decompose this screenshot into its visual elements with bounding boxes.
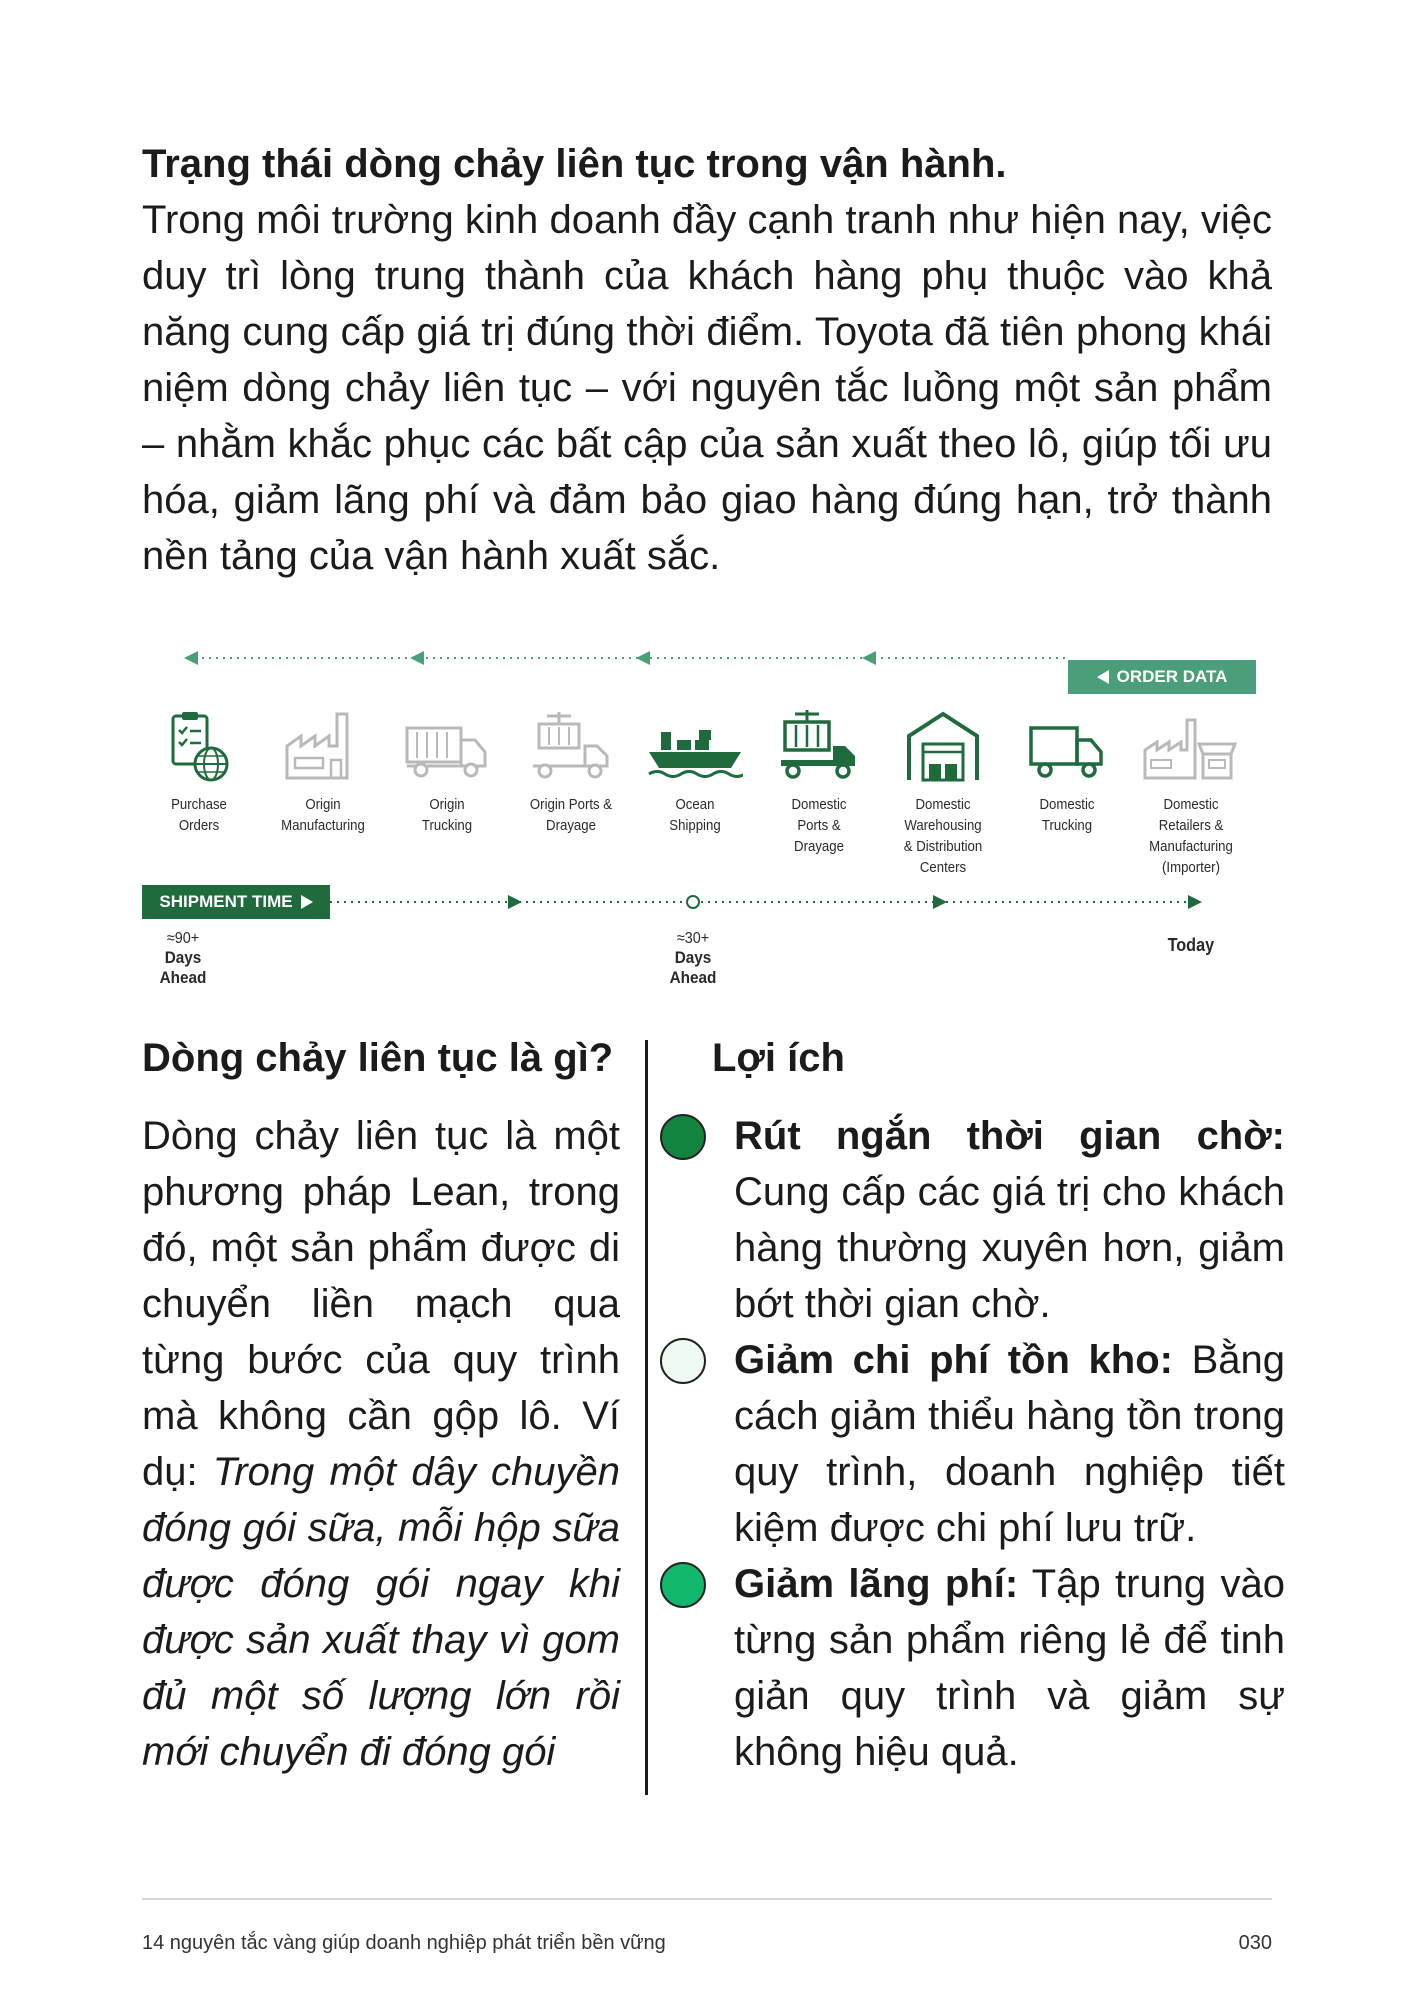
order-data-badge (1068, 660, 1256, 694)
stage-origin-manufacturing (264, 710, 382, 836)
benefit-text: Bằng cách giảm thiểu hàng tồn trong quy trình, doanh nghiệp tiết kiệm được chi phí lưu trữ. (734, 1338, 1285, 1550)
right-heading: Lợi ích (712, 1036, 845, 1080)
benefit-item (660, 1108, 1285, 1332)
cargo-ship-icon (647, 710, 743, 782)
stage-domestic-warehousing (884, 710, 1002, 878)
left-text-italic: Trong một dây chuyền đóng gói sữa, mỗi hộp sữa được đóng gói ngay khi được sản xuất thay vì gom đủ một số lượng lớn rồi mới chuyển đi đóng gói (142, 1450, 620, 1774)
tick-90-days (152, 930, 215, 988)
tick-30-approx: ≈30+ (676, 930, 710, 947)
benefits-section (660, 1030, 1285, 1780)
bullet-dot (660, 1562, 706, 1608)
box-truck-icon (1027, 710, 1107, 782)
warehouse-icon (903, 710, 983, 782)
tick-30-label: Days Ahead (669, 948, 717, 987)
stage-purchase-orders (140, 710, 258, 836)
container-truck-icon (405, 710, 489, 782)
ship-arrow-2 (933, 895, 947, 909)
stage-label: Domestic Trucking (1039, 796, 1095, 834)
order-arrow-4 (862, 651, 876, 665)
stage-label: Domestic Ports & Drayage (791, 796, 847, 855)
clipboard-globe-icon (159, 710, 239, 782)
stage-label: Ocean Shipping (669, 796, 721, 834)
ship-midpoint (687, 896, 699, 908)
intro-body: Trong môi trường kinh doanh đầy cạnh tranh như hiện nay, việc duy trì lòng trung thành của khách hàng phụ thuộc vào khả năng cung cấp giá trị đúng thời điểm. Toyota đã tiên phong khái niệm dòng chảy liên tục – với nguyên tắc luồng một sản phẩm – nhằm khắc phục các bất cập của sản xuất theo lô, giúp tối ưu hóa, giảm lãng phí và đảm bảo giao hàng đúng hạn, trở thành nền tảng của vận hành xuất sắc. (142, 198, 1272, 578)
stage-origin-trucking (388, 710, 506, 836)
benefit-text: Tập trung vào từng sản phẩm riêng lẻ để tinh giản quy trình và giảm sự không hiệu quả. (734, 1562, 1285, 1774)
left-paragraph (142, 1108, 620, 1780)
stage-label: Purchase Orders (171, 796, 227, 834)
shipment-time-label: SHIPMENT TIME (159, 892, 293, 911)
stage-ocean-shipping (636, 710, 754, 836)
ship-arrow-3 (1188, 895, 1202, 909)
stage-domestic-trucking (1008, 710, 1126, 836)
bullet-dot (660, 1338, 706, 1384)
left-text-plain: Dòng chảy liên tục là một phương pháp Lean, trong đó, một sản phẩm được di chuyển liền mạch qua từng bước của quy trình mà không cần gộp lô. Ví dụ: (142, 1114, 620, 1494)
crane-truck-icon (529, 710, 613, 782)
page-number: 030 (1238, 1932, 1272, 1954)
stage-label: Origin Ports & Drayage (529, 796, 613, 834)
supply-chain-diagram (140, 640, 1260, 990)
intro-section (142, 136, 1272, 584)
what-is-continuous-flow (142, 1030, 620, 1780)
shipment-time-badge (142, 885, 330, 919)
benefit-text: Cung cấp các giá trị cho khách hàng thường xuyên hơn, giảm bớt thời gian chờ. (734, 1170, 1285, 1326)
stage-label: Domestic Retailers & Manufacturing (Importer) (1149, 796, 1233, 876)
crane-truck-icon (777, 710, 861, 782)
stage-label: Domestic Warehousing & Distribution Centers (903, 796, 983, 876)
footer-rule (142, 1898, 1272, 1900)
intro-title: Trạng thái dòng chảy liên tục trong vận hành. (142, 142, 1007, 186)
tick-30-days (650, 930, 736, 988)
benefit-title: Rút ngắn thời gian chờ: (734, 1114, 1285, 1158)
column-divider (645, 1040, 648, 1795)
ship-arrow-1 (508, 895, 522, 909)
benefit-item (660, 1332, 1285, 1556)
stage-origin-ports (512, 710, 630, 836)
stage-label: Origin Trucking (421, 796, 473, 834)
tick-90-label: Days Ahead (159, 948, 207, 987)
factory-store-icon (1143, 710, 1239, 782)
left-heading: Dòng chảy liên tục là gì? (142, 1036, 614, 1080)
stage-label: Origin Manufacturing (281, 796, 365, 834)
order-arrow-1 (184, 651, 198, 665)
footer-title: 14 nguyên tắc vàng giúp doanh nghiệp phát triển bền vững (142, 1932, 666, 1954)
factory-icon (283, 710, 363, 782)
benefit-item (660, 1556, 1285, 1780)
benefit-title: Giảm lãng phí: (734, 1562, 1019, 1606)
order-data-label: ORDER DATA (1116, 667, 1228, 686)
tick-today: Today (1167, 935, 1215, 955)
order-arrow-2 (410, 651, 424, 665)
benefit-title: Giảm chi phí tồn kho: (734, 1338, 1173, 1382)
stage-domestic-retailers (1132, 710, 1250, 878)
stage-domestic-ports (760, 710, 878, 857)
bullet-dot (660, 1114, 706, 1160)
tick-90-approx: ≈90+ (166, 930, 200, 947)
order-arrow-3 (636, 651, 650, 665)
